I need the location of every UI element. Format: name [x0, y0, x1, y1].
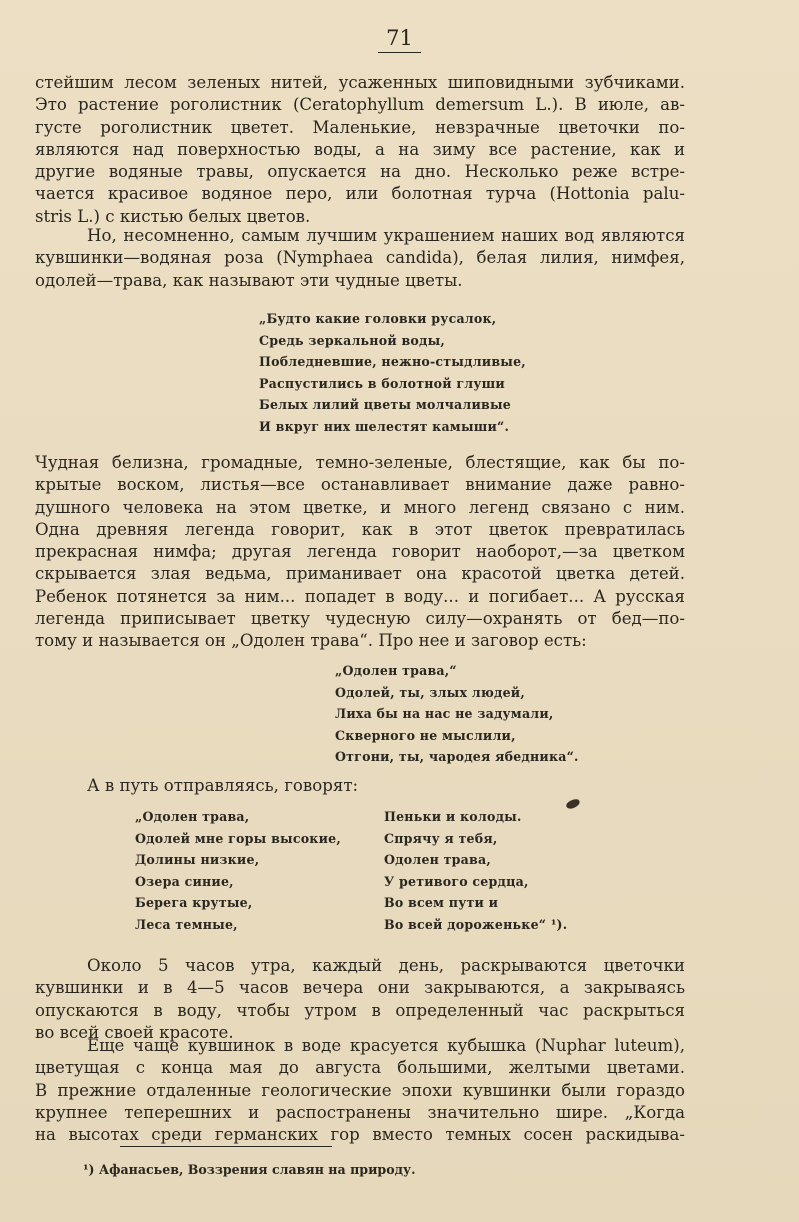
- text-line: опускаются в воду, чтобы утром в определенный час раскрыться: [35, 1000, 685, 1020]
- text-line: одолей—трава, как называют эти чудные цветы.: [35, 270, 463, 290]
- text-line: Одна древняя легенда говорит, как в этот цветок превратилась: [35, 519, 685, 539]
- paragraph-legends: [35, 452, 685, 653]
- text-line: Но, несомненно, самым лучшим украшением наших вод являются: [87, 226, 685, 245]
- poem-line: Белых лилий цветы молчаливые: [259, 397, 512, 412]
- poem-line: Скверного не мыслили,: [335, 727, 516, 743]
- poem-line: Одолей мне горы высокие,: [135, 830, 341, 846]
- text-line: крупнее теперешних и распостранены значительно шире. „Когда: [35, 1102, 685, 1122]
- text-line: тому и называется он „Одолен трава“. Про нее и заговор есть:: [35, 631, 587, 651]
- text-line: кувшинки—водяная роза (Nymphaea candida), белая лилия, нимфея,: [35, 248, 685, 268]
- poem-line: Спрячу я тебя,: [384, 830, 498, 846]
- poem-line: Одолен трава,: [384, 852, 491, 867]
- text-line: легенда приписывает цветку чудесную силу—охранять от бед—по-: [35, 609, 685, 629]
- poem-line: „Одолен трава,“: [335, 663, 457, 678]
- poem-line: „Будто какие головки русалок,: [259, 311, 497, 326]
- footnote: ¹) Афанасьев, Воззрения славян на природу.: [83, 1162, 416, 1177]
- text-line: скрывается злая ведьма, приманивает она красотой цветка детей.: [35, 564, 685, 584]
- poem-rusalki: [259, 308, 526, 437]
- poem-line: Во всем пути и: [384, 895, 499, 910]
- ink-blot: [565, 798, 581, 810]
- poem-line: Берега крутые,: [135, 895, 253, 910]
- poem-line: И вкруг них шелестят камыши“.: [259, 418, 510, 434]
- paragraph-nuphar: [35, 1035, 685, 1146]
- text-line: крытые воском, листья—все останавливает внимание даже равно-: [35, 475, 685, 495]
- text-line: являются над поверхностью воды, а на зиму все растение, как и: [35, 139, 685, 159]
- poem-line: У ретивого сердца,: [384, 873, 529, 889]
- poem-line: Побледневшие, нежно-стыдливые,: [259, 354, 526, 369]
- text-line: чается красивое водяное перо, или болотная турча (Hottonia palu-: [35, 184, 685, 204]
- text-line: Это растение роголистник (Ceratophyllum demersum L.). В июле, ав-: [35, 95, 685, 115]
- text-line: цветущая с конца мая до августа большими, желтыми цветами.: [35, 1058, 685, 1078]
- poem-line: Отгони, ты, чародея ябедника“.: [335, 749, 579, 764]
- text-line: во всей своей красоте.: [35, 1022, 234, 1042]
- text-line: stris L.) с кистью белых цветов.: [35, 206, 311, 226]
- footnote-divider: [120, 1146, 332, 1147]
- poem-travel-left: [135, 806, 341, 935]
- poem-line: „Одолен трава,: [135, 809, 250, 824]
- poem-line: Озера синие,: [135, 873, 234, 889]
- text-line: В прежние отдаленные геологические эпохи кувшинки были гораздо: [35, 1080, 685, 1100]
- page-number: 71: [0, 26, 799, 53]
- poem-line: Одолей, ты, злых людей,: [335, 684, 525, 700]
- text-line: душного человека на этом цветке, и много легенд связано с ним.: [35, 497, 685, 517]
- text-line: на высотах среди германских гор вместо темных сосен раскидыва-: [35, 1125, 685, 1145]
- poem-line: Распустились в болотной глуши: [259, 375, 505, 391]
- text-line: прекрасная нимфа; другая легенда говорит наоборот,—за цветком: [35, 542, 685, 562]
- text-line: другие водяные травы, опускается на дно. Несколько реже встре-: [35, 162, 685, 182]
- poem-line: Во всей дороженьке“ ¹).: [384, 916, 568, 932]
- paragraph-hornwort: [35, 72, 685, 228]
- poem-line: Долины низкие,: [135, 852, 260, 867]
- paragraph-opening-times: [35, 955, 685, 1044]
- poem-travel-right: [384, 806, 567, 935]
- poem-line: Леса темные,: [135, 916, 238, 932]
- text-line: Чудная белизна, громадные, темно-зеленые, блестящие, как бы по-: [35, 453, 685, 472]
- poem-line: Лиха бы на нас не задумали,: [335, 706, 554, 721]
- text-line: Ребенок потянется за ним... попадет в воду... и погибает... А русская: [35, 586, 685, 606]
- poem-line: Пеньки и колоды.: [384, 809, 522, 824]
- poem-line: Средь зеркальной воды,: [259, 332, 446, 348]
- text-line: кувшинки и в 4—5 часов вечера они закрываются, а закрываясь: [35, 978, 685, 998]
- text-line: густе роголистник цветет. Маленькие, невзрачные цветочки по-: [35, 117, 685, 137]
- paragraph-water-lilies: [35, 225, 685, 292]
- travel-intro: А в путь отправляясь, говорят:: [87, 776, 359, 795]
- text-line: Еще чаще кувшинок в воде красуется кубышка (Nuphar luteum),: [87, 1036, 685, 1055]
- text-line: Около 5 часов утра, каждый день, раскрываются цветочки: [87, 956, 685, 975]
- text-line: стейшим лесом зеленых нитей, усаженных шиповидными зубчиками.: [35, 73, 685, 92]
- poem-incantation: [335, 660, 579, 768]
